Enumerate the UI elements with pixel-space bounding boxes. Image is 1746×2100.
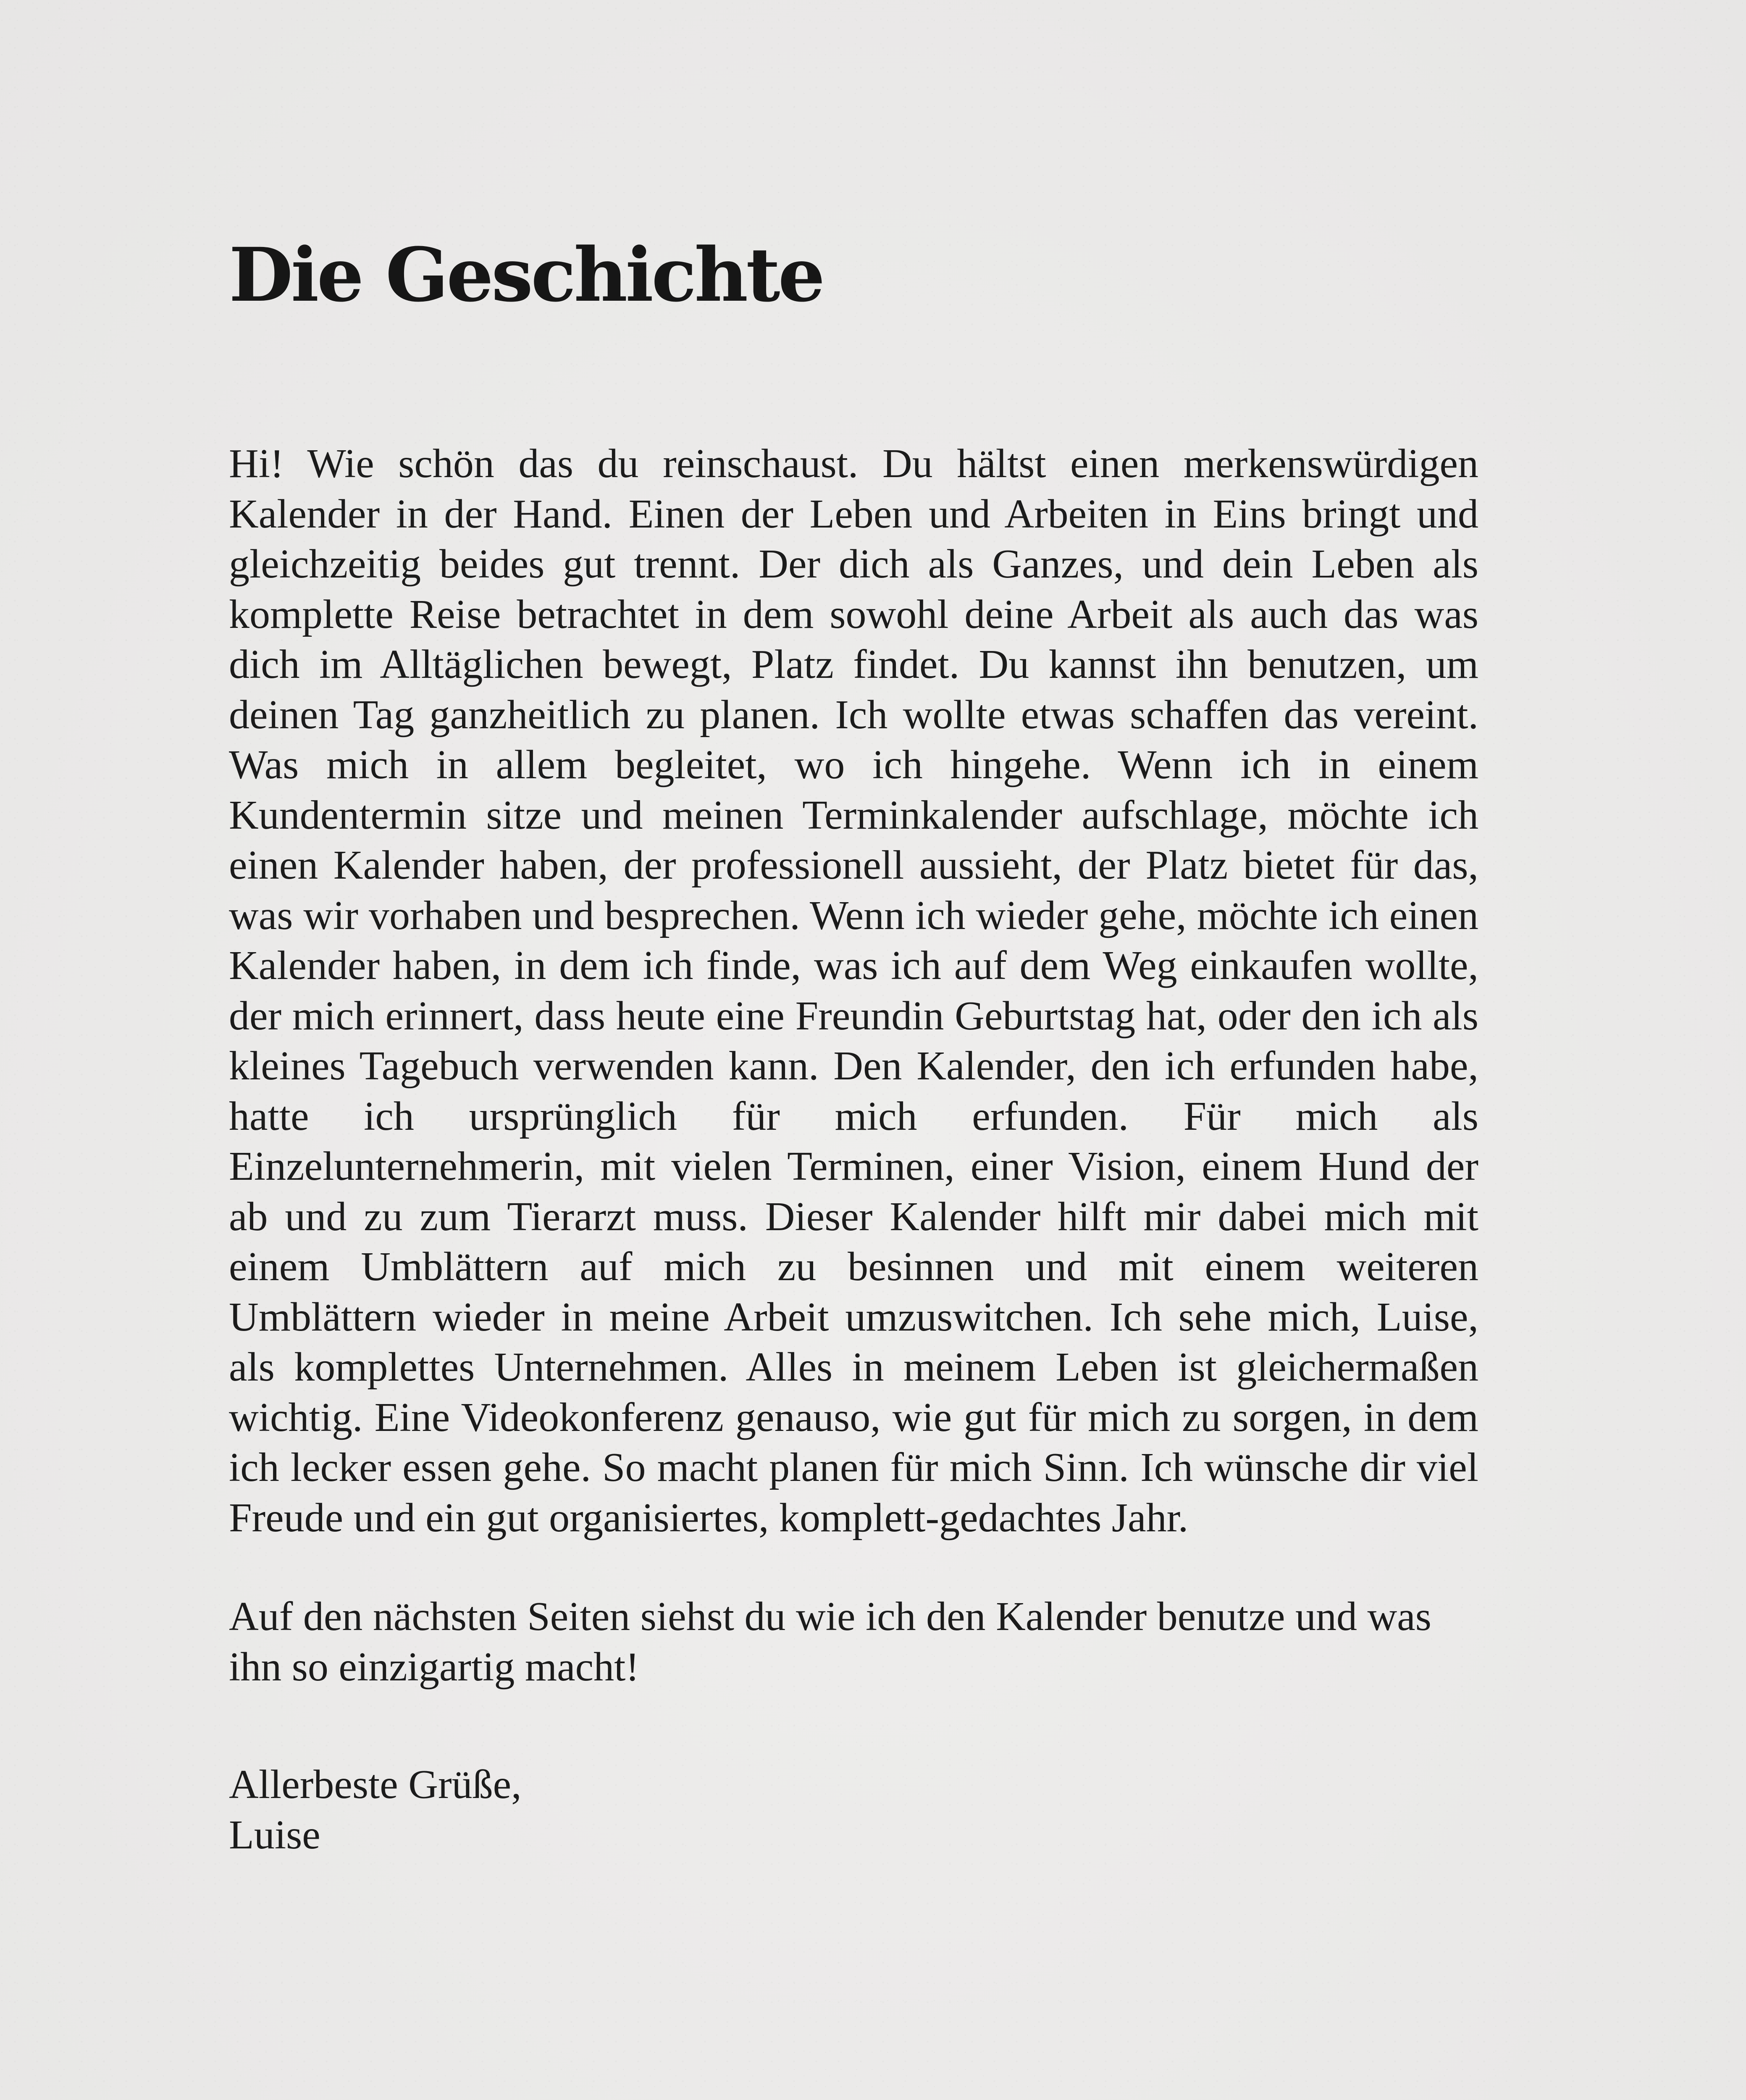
document-content (229, 231, 1478, 1858)
story-paragraph: Hi! Wie schön das du reinschaust. Du hältst einen merkenswürdigen Kalender in der Hand. Einen der Leben und Arbeiten in Eins bringt und gleichzeitig beides gut trennt. Der dich als Ganzes, und dein Leben als komplette Reise betrachtet in dem sowohl deine Arbeit als auch das was dich im Alltäglichen bewegt, Platz findet. Du kannst ihn benutzen, um deinen Tag ganzheitlich zu planen. Ich wollte etwas schaffen das vereint. Was mich in allem begleitet, wo ich hingehe. Wenn ich in einem Kundentermin sitze und meinen Terminkalender aufschlage, möchte ich einen Kalender haben, der professionell aussieht, der Platz bietet für das, was wir vorhaben und besprechen. Wenn ich wieder gehe, möchte ich einen Kalender haben, in dem ich finde, was ich auf dem Weg einkaufen wollte, der mich erinnert, dass heute eine Freundin Geburtstag hat, oder den ich als kleines Tagebuch verwenden kann. Den Kalender, den ich erfunden habe, hatte ich ursprünglich für mich erfunden. Für mich als Einzelunternehmerin, mit vielen Terminen, einer Vision, einem Hund der ab und zu zum Tierarzt muss. Dieser Kalender hilft mir dabei mich mit einem Umblättern auf mich zu besinnen und mit einem weiteren Umblättern wieder in meine Arbeit umzuswitchen. Ich sehe mich, Luise, als komplettes Unternehmen. Alles in meinem Leben ist gleichermaßen wichtig. Eine Videokonferenz genauso, wie gut für mich zu sorgen, in dem ich lecker essen gehe. So macht planen für mich Sinn. Ich wünsche dir viel Freude und ein gut organisiertes, komplett-gedachtes Jahr. (229, 441, 1478, 1541)
page-title: Die Geschichte (229, 231, 823, 318)
next-pages-paragraph: Auf den nächsten Seiten siehst du wie ich den Kalender benutze und was ihn so einzigartig macht! (229, 1594, 1431, 1690)
closing-greeting: Allerbeste Grüße, (229, 1762, 522, 1807)
closing-signature: Luise (229, 1812, 320, 1858)
closing-block (229, 1760, 1478, 1860)
